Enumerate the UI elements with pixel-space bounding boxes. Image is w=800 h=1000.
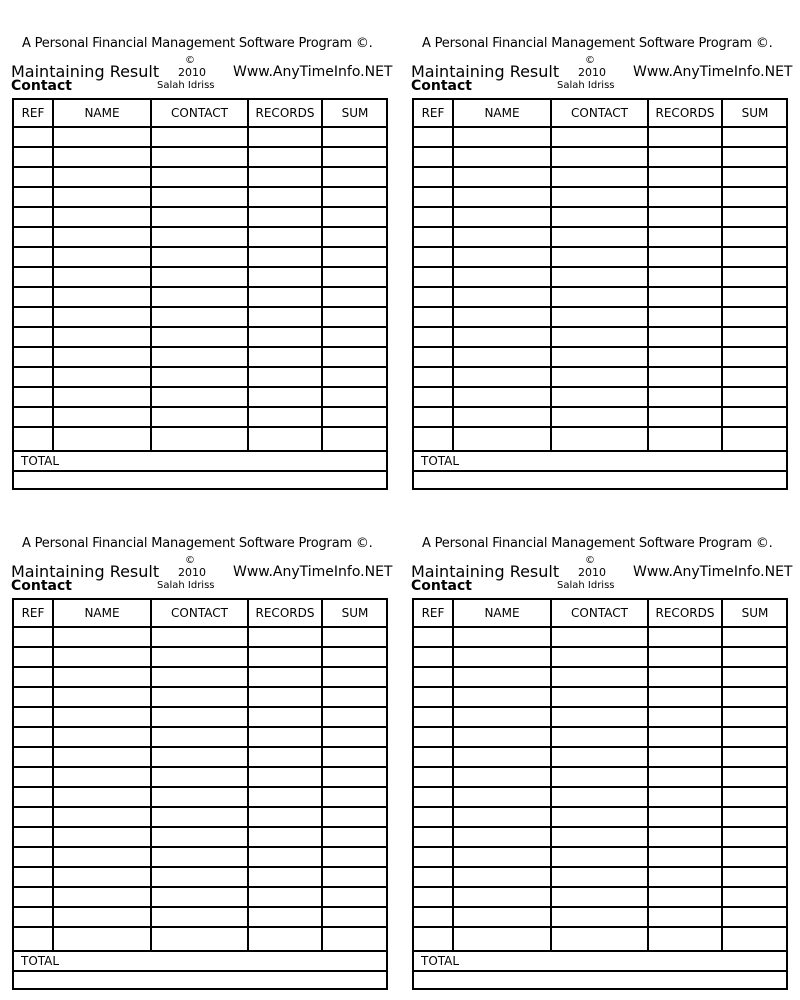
table-row-line (14, 686, 386, 688)
table-row-line (14, 626, 386, 628)
copyright-year: 2010 (578, 66, 606, 79)
total-row-line (414, 470, 786, 472)
table-row-line (414, 326, 786, 328)
total-label: TOTAL (21, 954, 60, 968)
table-row-line (414, 246, 786, 248)
table-row-line (14, 906, 386, 908)
table-row-line (414, 626, 786, 628)
table-row-line (414, 686, 786, 688)
column-divider (721, 100, 723, 450)
total-label: TOTAL (21, 454, 60, 468)
ledger-table (412, 98, 788, 490)
column-header-records: RECORDS (655, 606, 715, 620)
table-row-line (414, 766, 786, 768)
table-row-line (14, 766, 386, 768)
form-title: Maintaining Result (11, 562, 160, 581)
copyright-icon: © (185, 555, 195, 566)
author-name: Salah Idriss (157, 580, 215, 591)
column-header-ref: REF (21, 606, 45, 620)
total-row-line (14, 970, 386, 972)
table-row-line (414, 786, 786, 788)
table-row-line (414, 286, 786, 288)
table-row-line (14, 306, 386, 308)
table-row-line (14, 326, 386, 328)
table-row-line (414, 706, 786, 708)
table-row-line (414, 166, 786, 168)
table-row-line (14, 166, 386, 168)
column-divider (321, 600, 323, 950)
form-card (0, 500, 400, 1000)
form-subtitle: Contact (11, 78, 72, 94)
column-divider (550, 100, 552, 450)
copyright-year: 2010 (178, 566, 206, 579)
author-name: Salah Idriss (557, 80, 615, 91)
website-link[interactable]: Www.AnyTimeInfo.NET (233, 564, 393, 580)
website-link[interactable]: Www.AnyTimeInfo.NET (233, 64, 393, 80)
table-row-line (414, 206, 786, 208)
form-title: Maintaining Result (411, 562, 560, 581)
column-header-ref: REF (21, 106, 45, 120)
column-divider (452, 100, 454, 450)
table-row-line (14, 706, 386, 708)
copyright-icon: © (585, 55, 595, 66)
table-row-line (414, 186, 786, 188)
column-header-contact: CONTACT (571, 606, 628, 620)
column-divider (52, 600, 54, 950)
author-name: Salah Idriss (157, 80, 215, 91)
table-row-line (14, 386, 386, 388)
table-row-line (414, 126, 786, 128)
column-header-contact: CONTACT (171, 606, 228, 620)
table-row-line (14, 806, 386, 808)
form-card (400, 0, 800, 500)
table-row-line (14, 146, 386, 148)
table-row-line (414, 826, 786, 828)
table-row-line (14, 246, 386, 248)
program-line: A Personal Financial Management Software Program ©. (422, 36, 773, 51)
form-card (400, 500, 800, 1000)
table-row-line (14, 846, 386, 848)
column-header-contact: CONTACT (171, 106, 228, 120)
table-row-line (414, 926, 786, 928)
column-divider (647, 600, 649, 950)
column-header-sum: SUM (341, 606, 369, 620)
table-row-line (14, 126, 386, 128)
column-divider (550, 600, 552, 950)
table-row-line (414, 406, 786, 408)
table-row-line (14, 226, 386, 228)
table-row-line (14, 206, 386, 208)
table-row-line (414, 806, 786, 808)
table-row-line (14, 786, 386, 788)
total-row-line (14, 450, 386, 452)
total-label: TOTAL (421, 454, 460, 468)
table-row-line (414, 866, 786, 868)
table-row-line (414, 846, 786, 848)
table-row-line (14, 886, 386, 888)
program-line: A Personal Financial Management Software Program ©. (22, 536, 373, 551)
table-row-line (14, 866, 386, 868)
column-header-name: NAME (84, 606, 120, 620)
form-card (0, 0, 400, 500)
table-row-line (414, 646, 786, 648)
table-row-line (414, 386, 786, 388)
table-row-line (414, 226, 786, 228)
column-divider (647, 100, 649, 450)
table-row-line (414, 746, 786, 748)
column-divider (321, 100, 323, 450)
column-header-records: RECORDS (655, 106, 715, 120)
column-header-records: RECORDS (255, 606, 315, 620)
website-link[interactable]: Www.AnyTimeInfo.NET (633, 564, 793, 580)
column-header-sum: SUM (741, 106, 769, 120)
total-row-line (414, 970, 786, 972)
table-row-line (14, 666, 386, 668)
form-subtitle: Contact (411, 578, 472, 594)
table-row-line (414, 346, 786, 348)
column-divider (150, 600, 152, 950)
table-row-line (14, 266, 386, 268)
column-header-sum: SUM (741, 606, 769, 620)
total-row-line (14, 950, 386, 952)
column-divider (150, 100, 152, 450)
table-row-line (414, 726, 786, 728)
total-row-line (414, 450, 786, 452)
table-row-line (14, 926, 386, 928)
ledger-table (412, 598, 788, 990)
total-row-line (414, 950, 786, 952)
table-row-line (414, 266, 786, 268)
program-line: A Personal Financial Management Software Program ©. (422, 536, 773, 551)
copyright-icon: © (185, 55, 195, 66)
table-row-line (14, 286, 386, 288)
program-line: A Personal Financial Management Software Program ©. (22, 36, 373, 51)
form-subtitle: Contact (411, 78, 472, 94)
table-row-line (14, 746, 386, 748)
table-row-line (414, 146, 786, 148)
author-name: Salah Idriss (557, 580, 615, 591)
copyright-year: 2010 (178, 66, 206, 79)
column-header-name: NAME (484, 606, 520, 620)
column-header-contact: CONTACT (571, 106, 628, 120)
table-row-line (414, 886, 786, 888)
table-row-line (414, 426, 786, 428)
column-divider (721, 600, 723, 950)
table-row-line (414, 366, 786, 368)
column-header-records: RECORDS (255, 106, 315, 120)
table-row-line (414, 906, 786, 908)
column-header-sum: SUM (341, 106, 369, 120)
total-label: TOTAL (421, 954, 460, 968)
table-row-line (14, 186, 386, 188)
column-divider (52, 100, 54, 450)
table-row-line (14, 726, 386, 728)
table-row-line (414, 306, 786, 308)
table-row-line (14, 366, 386, 368)
ledger-table (12, 98, 388, 490)
column-header-name: NAME (484, 106, 520, 120)
column-divider (452, 600, 454, 950)
table-row-line (14, 426, 386, 428)
column-divider (247, 100, 249, 450)
table-row-line (14, 646, 386, 648)
column-header-ref: REF (421, 606, 445, 620)
column-divider (247, 600, 249, 950)
copyright-icon: © (585, 555, 595, 566)
column-header-name: NAME (84, 106, 120, 120)
website-link[interactable]: Www.AnyTimeInfo.NET (633, 64, 793, 80)
form-title: Maintaining Result (11, 62, 160, 81)
form-title: Maintaining Result (411, 62, 560, 81)
column-header-ref: REF (421, 106, 445, 120)
table-row-line (14, 406, 386, 408)
table-row-line (14, 346, 386, 348)
ledger-table (12, 598, 388, 990)
table-row-line (14, 826, 386, 828)
form-subtitle: Contact (11, 578, 72, 594)
copyright-year: 2010 (578, 566, 606, 579)
table-row-line (414, 666, 786, 668)
total-row-line (14, 470, 386, 472)
